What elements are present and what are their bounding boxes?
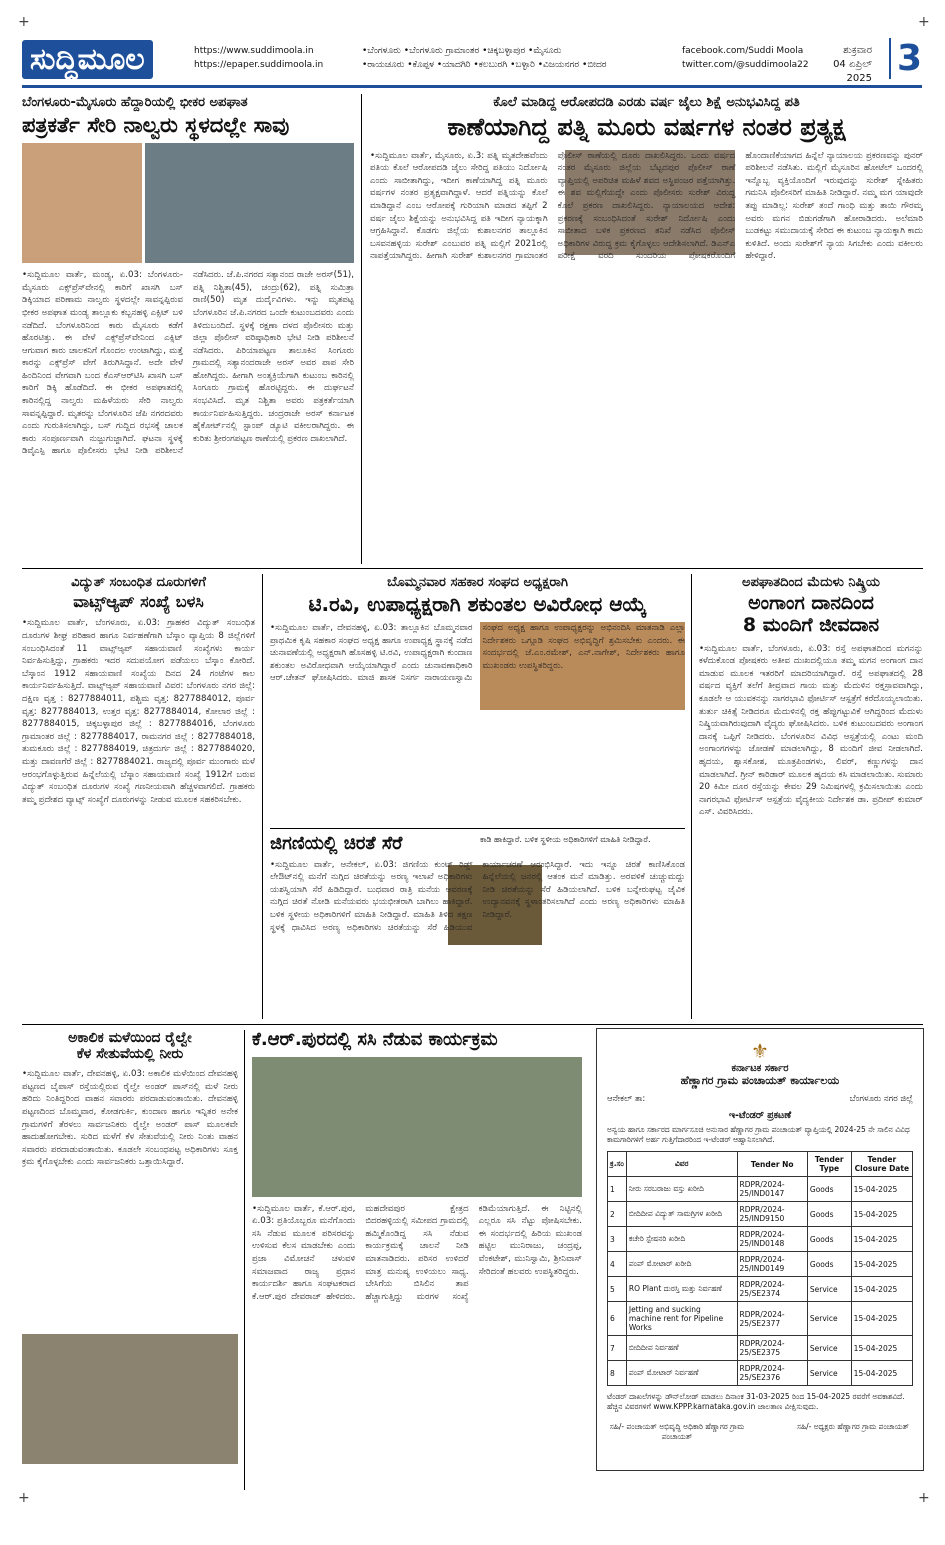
- table-row: [608, 1277, 913, 1302]
- story-kicker: ಅಪಘಾತದಿಂದ ಮೆದುಳು ನಿಷ್ಕ್ರಿಯ: [742, 575, 880, 590]
- edition-list: [362, 44, 662, 72]
- story-headline-1: ಅಂಗಾಂಗ ದಾನದಿಂದ: [748, 592, 874, 614]
- table-row: [608, 1252, 913, 1277]
- table-cell: ಪಂಪ್ ಮೋಟಾರ್ ನಿರ್ವಹಣೆ: [626, 1361, 737, 1386]
- tender-table: [607, 1151, 913, 1386]
- story-body: •ಸುದ್ದಿಮೂಲ ವಾರ್ತೆ, ಮೈಸೂರು, ಏ.3: ಪತ್ನಿ ಮೃತದೇಹವೆಂದು ಪತಿಯ ಕೊಲೆ ಆರೋಪದಡಿ ಜೈಲು ಸೇರಿದ್ದ ಪತಿಯು ನಿರ್ದೋಷಿ ಎಂದು ಸಾಬೀತಾಗಿದ್ದು, ಇದೀಗ ಕಾಣೆಯಾಗಿದ್ದ ಪತ್ನಿ ಮೂರು ವರ್ಷಗಳ ನಂತರ ಪ್ರತ್ಯಕ್ಷವಾಗಿದ್ದಾಳೆ. ಆದರೆ ಪತ್ನಿಯನ್ನು ಕೊಲೆ ಮಾಡಿದ್ದಾನೆ ಎಂಬ ಆರೋಪಕ್ಕೆ ಗುರಿಯಾಗಿ ಮಾಡದ ತಪ್ಪಿಗೆ 2 ವರ್ಷ ಜೈಲು ಶಿಕ್ಷೆಯನ್ನು ಅನುಭವಿಸಿದ್ದ ಪತಿ ಇದೀಗ ನ್ಯಾಯಕ್ಕಾಗಿ ಆಗ್ರಹಿಸಿದ್ದಾನೆ. ಕೊಡಗು ಜಿಲ್ಲೆಯ ಕುಶಾಲನಗರ ತಾಲ್ಲೂಕಿನ ಬಸವನಹಳ್ಳಿಯ ಸುರೇಶ್ ಎಂಬುವರ ಪತ್ನಿ ಮಲ್ಲಿಗೆ 2021ರಲ್ಲಿ ನಾಪತ್ತೆಯಾಗಿದ್ದರು. ಹೀಗಾಗಿ ಸುರೇಶ್ ಕುಶಾಲನಗರ ಗ್ರಾಮಾಂತರ ಪೊಲೀಸ್ ಠಾಣೆಯಲ್ಲಿ ದೂರು ದಾಖಲಿಸಿದ್ದರು. ಒಂದು ವರ್ಷದ ನಂತರ ಮೈಸೂರು ಜಿಲ್ಲೆಯ ಬೆಟ್ಟದಪುರ ಪೊಲೀಸ್ ಠಾಣೆ ವ್ಯಾಪ್ತಿಯಲ್ಲಿ ಅಪರಿಚಿತ ಮಹಿಳೆ ಶವದ ಅಸ್ಥಿಪಂಜರ ಪತ್ತೆಯಾಗಿತ್ತು. ಈ ಶವ ಮಲ್ಲಿಗೆಯದ್ದೇ ಎಂದು ಪೊಲೀಸರು ಸುರೇಶ್ ವಿರುದ್ಧ ಕೊಲೆ ಪ್ರಕರಣ ದಾಖಲಿಸಿದ್ದರು. ನ್ಯಾಯಾಲಯದ ಆದೇಶ: ಪ್ರಕರಣಕ್ಕೆ ಸಂಬಂಧಿಸಿದಂತೆ ಸುರೇಶ್ ನಿರ್ದೋಷಿ ಎಂದು ಸಾಬೀತಾದ ಬಳಿಕ ಪ್ರಕರಣದ ತನಿಖೆ ನಡೆಸಿದ ಪೊಲೀಸ್ ಅಧಿಕಾರಿಗಳ ವಿರುದ್ಧ ಕ್ರಮ ಕೈಗೊಳ್ಳಲು ಆದೇಶಿಸಲಾಗಿದೆ. ಡಿಎನ್‌ಎ ಪರೀಕ್ಷೆ ವರದಿ ಸುಂದರಿಯ ಪೋಷಕರೊಂದಿಗೆ ಹೊಂದಾಣಿಕೆಯಾಗದ ಹಿನ್ನೆಲೆ ನ್ಯಾಯಾಲಯ ಪ್ರಕರಣವನ್ನು ಪುನರ್ ಪರಿಶೀಲನೆ ನಡೆಸಿತು. ಮಲ್ಲಿಗೆ ಮೈಸೂರಿನ ಹೋಟೆಲ್ ಒಂದರಲ್ಲಿ ಇನ್ನೊಬ್ಬ ವ್ಯಕ್ತಿಯೊಂದಿಗೆ ಇರುವುದನ್ನು ಸುರೇಶ್ ಸ್ನೇಹಿತರು ಗಮನಿಸಿ ಪೊಲೀಸರಿಗೆ ಮಾಹಿತಿ ನೀಡಿದ್ದಾರೆ. ನಮ್ಮ ಮಗ ಯಾವುದೇ ತಪ್ಪು ಮಾಡಿಲ್ಲ: ಸುರೇಶ್ ತಂದೆ ಗಾಂಧಿ ಮತ್ತು ತಾಯಿ ಗೌರಮ್ಮ ಅವರು ಮಗನ ಬಿಡುಗಡೆಗಾಗಿ ಹೋರಾಡಿದರು. ಅಲೆಮಾರಿ ಬುಡಕಟ್ಟು ಸಮುದಾಯಕ್ಕೆ ಸೇರಿದ ಈ ಕುಟುಂಬ ನ್ಯಾಯಕ್ಕಾಗಿ ಕಾದು ಕುಳಿತಿದೆ. ಅಂದು ಸುರೇಶ್‌ಗೆ ನ್ಯಾಯ ಸಿಗಬೇಕು ಎಂದು ವಕೀಲರು ಹೇಳಿದ್ದಾರೆ.: [370, 150, 923, 262]
- table-cell: RDPR/2024-25/SE2374: [737, 1277, 807, 1302]
- table-header: ಕ್ರ.ಸಂ: [608, 1152, 627, 1177]
- notice-district: ಬೆಂಗಳೂರು ನಗರ ಜಿಲ್ಲೆ: [849, 1094, 913, 1104]
- story-headline: ಕೆಳ ಸೇತುವೆಯಲ್ಲಿ ನೀರು: [76, 1046, 184, 1063]
- table-cell: 3: [608, 1227, 627, 1252]
- story-body: •ಸುದ್ದಿಮೂಲ ವಾರ್ತೆ, ಮಂಡ್ಯ, ಏ.03: ಬೆಂಗಳೂರು-ಮೈಸೂರು ಎಕ್ಸ್‌ಪ್ರೆಸ್‌ವೇನಲ್ಲಿ ಕಾರಿಗೆ ಖಾಸಗಿ ಬಸ್ ಡಿಕ್ಕಿಯಾದ ಪರಿಣಾಮ ನಾಲ್ವರು ಸ್ಥಳದಲ್ಲೇ ಸಾವನ್ನಪ್ಪಿರುವ ಭೀಕರ ಅಪಘಾತ ಮಂಡ್ಯ ತಾಲ್ಲೂಕು ಕಬ್ಬನಹಳ್ಳಿ ಎಕ್ಸಿಟ್ ಬಳಿ ನಡೆದಿದೆ. ಬೆಂಗಳೂರಿನಿಂದ ಕಾರು ಮೈಸೂರು ಕಡೆಗೆ ಹೊರಟಿತ್ತು. ಈ ವೇಳೆ ಎಕ್ಸ್‌ಪ್ರೆಸ್‌ವೇನಿಂದ ಎಕ್ಸಿಟ್ ಆಗುವಾಗ ಕಾರು ಚಾಲಕನಿಗೆ ಗೊಂದಲ ಉಂಟಾಗಿದ್ದು, ಮತ್ತೆ ಕಾರನ್ನು ಎಕ್ಸ್‌ಪ್ರೆಸ್ ವೇಗೆ ತಿರುಗಿಸಿದ್ದಾನೆ. ಅದೇ ವೇಳೆ ಹಿಂದಿನಿಂದ ವೇಗವಾಗಿ ಬಂದ ಕೆಎಸ್‌ಆರ್‌ಟಿಸಿ ಖಾಸಗಿ ಬಸ್ ಕಾರಿಗೆ ಡಿಕ್ಕಿ ಹೊಡೆದಿದೆ. ಈ ಭೀಕರ ಅಪಘಾತದಲ್ಲಿ ಕಾರಿನಲ್ಲಿದ್ದ ನಾಲ್ವರು ಮಹಿಳೆಯರು ಸೇರಿ ನಾಲ್ವರು ಸಾವನ್ನಪ್ಪಿದ್ದಾರೆ. ಮೃತರನ್ನು ಬೆಂಗಳೂರಿನ ಜೆಪಿ ನಗರದವರು ಎಂದು ಗುರುತಿಸಲಾಗಿದ್ದು, ಬಸ್ ಗುದ್ದಿದ ರಭಸಕ್ಕೆ ಚಾಲಕ ಕಾರು ಸಂಪೂರ್ಣವಾಗಿ ನುಜ್ಜುಗುಜ್ಜಾಗಿದೆ. ಘಟನಾ ಸ್ಥಳಕ್ಕೆ ಡಿವೈಎಸ್ಪಿ ಹಾಗೂ ಪೊಲೀಸರು ಭೇಟಿ ನೀಡಿ ಪರಿಶೀಲನೆ ನಡೆಸಿದರು. ಜೆ.ಪಿ.ನಗರದ ಸತ್ಯಾನಂದ ರಾಜೇ ಅರಸ್(51), ಪತ್ನಿ ನಿಶ್ಚಿತಾ(45), ಚಂದ್ರು(62), ಪತ್ನಿ ಸುಮಿತ್ರಾ ರಾಣಿ(50) ಮೃತ ದುರ್ದೈವಿಗಳು. ಇನ್ನು ಮೃತಪಟ್ಟ ಬೆಂಗಳೂರಿನ ಜೆ.ಪಿ.ನಗರದ ಒಂದೇ ಕುಟುಂಬದವರು ಎಂದು ತಿಳಿದುಬಂದಿದೆ. ಸ್ಥಳಕ್ಕೆ ರಕ್ಷಣಾ ದಳದ ಪೊಲೀಸರು ಮತ್ತು ಜಿಲ್ಲಾ ಪೊಲೀಸ್ ವರಿಷ್ಠಾಧಿಕಾರಿ ಭೇಟಿ ನೀಡಿ ಪರಿಶೀಲನೆ ನಡೆಸಿದರು. ಪಿರಿಯಾಪಟ್ಟಣ ತಾಲೂಕಿನ ಸಿಂಗೂರು ಗ್ರಾಮದಲ್ಲಿ ಸತ್ಯಾನಂದರಾಜೇ ಅರಸ್ ಅವರ ಪಾಪ ಸೇರಿ ಹೋಗಿದ್ದರು. ಹೀಗಾಗಿ ಅಂತ್ಯಕ್ರಿಯೆಗಾಗಿ ಕುಟುಂಬ ಕಾರಿನಲ್ಲಿ ಸಿಂಗೂರು ಗ್ರಾಮಕ್ಕೆ ಹೊರಟ್ಟಿದ್ದರು. ಈ ದುರ್ಘಟನೆ ಸಂಭವಿಸಿದೆ. ಮೃತ ನಿಶ್ಚಿತಾ ಅವರು ಪತ್ರಕರ್ತೆಯಾಗಿ ಕಾರ್ಯನಿರ್ವಹಿಸುತ್ತಿದ್ದರು. ಚಂದ್ರರಾಜೇ ಅರಸ್ ಕರ್ನಾಟಕ ಹೈಕೋರ್ಟ್‌ನಲ್ಲಿ ಸ್ಟಾಂಪ್ ಡ್ಯೂಟಿ ವಕೀಲರಾಗಿದ್ದರು. ಈ ಕುರಿತು ಶ್ರೀರಂಗಪಟ್ಟಣ ಠಾಣೆಯಲ್ಲಿ ಪ್ರಕರಣ ದಾಖಲಾಗಿದೆ.: [22, 270, 354, 457]
- table-cell: 15-04-2025: [851, 1202, 912, 1227]
- story-missing-wife: [370, 94, 923, 564]
- story-headline: ಜಿಗಣಿಯಲ್ಲಿ ಚಿರತೆ ಸೆರೆ: [270, 834, 403, 854]
- website-link[interactable]: https://www.suddimoola.in: [194, 46, 314, 56]
- table-cell: 15-04-2025: [851, 1361, 912, 1386]
- table-cell: 15-04-2025: [851, 1177, 912, 1202]
- table-header-row: [608, 1152, 913, 1177]
- notice-intro: ಅನ್ವಯ ಹಾಗೂ ಸರ್ಕಾರದ ಮಾರ್ಗಸೂಚಿ ಅನುಸಾರ ಹೆಣ್ಣಾಗರ ಗ್ರಾಮ ಪಂಚಾಯತ್ ವ್ಯಾಪ್ತಿಯಲ್ಲಿ 2024-25 ನೇ ಸಾಲಿನ ವಿವಿಧ ಕಾಮಗಾರಿಗಳಿಗೆ ಅರ್ಹ ಗುತ್ತಿಗೆದಾರರಿಂದ ಇ-ಟೆಂಡರ್ ಆಹ್ವಾನಿಸಲಾಗಿದೆ.: [607, 1125, 910, 1144]
- edition-row-1: •ಬೆಂಗಳೂರು •ಬೆಂಗಳೂರು ಗ್ರಾಮಾಂತರ •ಚಿಕ್ಕಬಳ್ಳಾಪುರ •ಮೈಸೂರು: [362, 46, 562, 56]
- story-kicker: ಕೊಲೆ ಮಾಡಿದ್ದ ಆರೋಪದಡಿ ಎರಡು ವರ್ಷ ಜೈಲು ಶಿಕ್ಷೆ ಅನುಭವಿಸಿದ್ದ ಪತಿ: [493, 95, 800, 110]
- story-cooperative: [270, 574, 685, 824]
- table-row: [608, 1361, 913, 1386]
- row-rule: [270, 828, 685, 829]
- story-kicker: ಬೊಮ್ಮನವಾರ ಸಹಕಾರ ಸಂಘದ ಅಧ್ಯಕ್ಷರಾಗಿ: [387, 575, 568, 590]
- story-kicker: ಅಕಾಲಿಕ ಮಳೆಯಿಂದ ರೈಲ್ವೇ: [68, 1030, 192, 1046]
- table-cell: 15-04-2025: [851, 1227, 912, 1252]
- table-cell: 15-04-2025: [851, 1252, 912, 1277]
- table-cell: Goods: [807, 1202, 851, 1227]
- column-rule: [361, 94, 362, 564]
- story-sapling: [252, 1030, 582, 1490]
- table-cell: ಬೀದಿದೀಪ ನಿರ್ವಹಣೆ: [626, 1336, 737, 1361]
- table-cell: Jetting and sucking machine rent for Pipeline Works: [626, 1302, 737, 1336]
- twitter-link[interactable]: twitter.com/@suddimoola22: [682, 60, 809, 70]
- table-cell: RDPR/2024-25/IND0147: [737, 1177, 807, 1202]
- table-cell: 15-04-2025: [851, 1302, 912, 1336]
- crop-mark: +: [918, 14, 930, 30]
- notice-location: [607, 1094, 913, 1104]
- story-photos: [22, 143, 354, 263]
- story-body: •ಸುದ್ದಿಮೂಲ ವಾರ್ತೆ, ಕೆ.ಆರ್.ಪುರ, ಏ.03: ಪ್ರತಿಯೊಬ್ಬರೂ ಮನೆಗೊಂದು ಸಸಿ ನೆಡುವ ಮೂಲಕ ಪರಿಸರವನ್ನು ಉಳಿಸುವ ಕೆಲಸ ಮಾಡಬೇಕು ಎಂದು ಪ್ರಜಾ ವಿಮೋಚನೆ ಚಳುವಳಿ ಸಮಾಜವಾದ ರಾಜ್ಯ ಪ್ರಧಾನ ಕಾರ್ಯದರ್ಶಿ ಹಾಗೂ ಸಂಘಟಕರಾದ ಕೆ.ಆರ್.ಪುರ ದೇವರಾಜ್ ಹೇಳಿದರು. ಮಹದೇವಪುರ ಕ್ಷೇತ್ರದ ಬಿದರಹಳ್ಳಿಯಲ್ಲಿ ಸಮೀಪದ ಗ್ರಾಮದಲ್ಲಿ ಹಮ್ಮಿಕೊಂಡಿದ್ದ ಸಸಿ ನೆಡುವ ಕಾರ್ಯಕ್ರಮಕ್ಕೆ ಚಾಲನೆ ನೀಡಿ ಮಾತನಾಡಿದರು. ಪರಿಸರ ಉಳಿದರೆ ಮಾತ್ರ ಮನುಷ್ಯ ಉಳಿಯಲು ಸಾಧ್ಯ. ಬೇಸಿಗೆಯ ಬಿಸಿಲಿನ ತಾಪ ಹೆಚ್ಚಾಗುತ್ತಿದ್ದು ಮರಗಳ ಸಂಖ್ಯೆ ಕಡಿಮೆಯಾಗುತ್ತಿದೆ. ಈ ನಿಟ್ಟಿನಲ್ಲಿ ಎಲ್ಲರೂ ಸಸಿ ನೆಟ್ಟು ಪೋಷಿಸಬೇಕು. ಈ ಸಂದರ್ಭದಲ್ಲಿ ಹಿರಿಯ ಮುಖಂಡ ಹಟ್ಟಿಲ ಮುನಿರಾಜು, ಚಂದ್ರಪ್ಪ, ವೆಂಕಟೇಶ್, ಮುನಿಸ್ವಾಮಿ, ಶ್ರೀನಿವಾಸ್ ಸೇರಿದಂತೆ ಹಲವರು ಉಪಸ್ಥಿತರಿದ್ದರು.: [252, 1203, 582, 1302]
- story-body: •ಸುದ್ದಿಮೂಲ ವಾರ್ತೆ, ಆನೇಕಲ್, ಏ.03: ಜಿಗಣಿಯ ಕುಂಟ್ ರಿಡ್ಜ್ ಲೇಔಟ್‌ನಲ್ಲಿ ಮನೆಗೆ ನುಗ್ಗಿದ ಚಿರತೆಯನ್ನು ಅರಣ್ಯ ಇಲಾಖೆ ಅಧಿಕಾರಿಗಳು ಯಶಸ್ವಿಯಾಗಿ ಸೆರೆ ಹಿಡಿದಿದ್ದಾರೆ. ಬುಧವಾರ ರಾತ್ರಿ ಮನೆಯ ಆವರಣಕ್ಕೆ ನುಗ್ಗಿದ ಚಿರತೆ ನೋಡಿ ಮನೆಯವರು ಭಯಭೀತರಾಗಿ ಬಾಗಿಲು ಹಾಕಿದ್ದಾರೆ. ಬಳಿಕ ಸ್ಥಳೀಯ ಅಧಿಕಾರಿಗಳಿಗೆ ಮಾಹಿತಿ ನೀಡಿದ್ದಾರೆ. ಮಾಹಿತಿ ತಿಳಿದ ತಕ್ಷಣ ಸ್ಥಳಕ್ಕೆ ಧಾವಿಸಿದ ಅರಣ್ಯ ಅಧಿಕಾರಿಗಳು ಚಿರತೆಯನ್ನು ಸೆರೆ ಹಿಡಿಯುವ ಕಾರ್ಯಾಚರಣೆ ಆರಂಭಿಸಿದ್ದಾರೆ. ಇದು ಇನ್ನೂ ಚಿರತೆ ಕಾಣಿಸಿಕೊಂಡ ಹಿನ್ನೆಲೆಯಲ್ಲಿ ಜನರಲ್ಲಿ ಆತಂಕ ಮನೆ ಮಾಡಿತ್ತು. ಅರವಳಿಕೆ ಚುಚ್ಚುಮದ್ದು ನೀಡಿ ಚಿರತೆಯನ್ನು ಸೆರೆ ಹಿಡಿಯಲಾಗಿದೆ. ಬಳಿಕ ಬನ್ನೇರುಘಟ್ಟ ಜೈವಿಕ ಉದ್ಯಾನವನಕ್ಕೆ ಸ್ಥಳಾಂತರಿಸಲಾಗಿದೆ ಎಂದು ಅರಣ್ಯ ಅಧಿಕಾರಿಗಳು ಮಾಹಿತಿ ನೀಡಿದ್ದಾರೆ.: [270, 859, 685, 933]
- table-row: [608, 1336, 913, 1361]
- story-content: [270, 622, 685, 812]
- story-kicker: ಬೆಂಗಳೂರು-ಮೈಸೂರು ಹೆದ್ದಾರಿಯಲ್ಲಿ ಭೀಕರ ಅಪಘಾತ: [22, 95, 248, 110]
- story-bescom: [22, 574, 255, 1019]
- facebook-link[interactable]: facebook.com/Suddi Moola: [682, 46, 804, 56]
- notice-government: ಕರ್ನಾಟಕ ಸರ್ಕಾರ: [731, 1063, 789, 1074]
- story-content: [370, 150, 923, 520]
- page-number: 3: [889, 38, 922, 79]
- story-kicker: ವಿದ್ಯುತ್ ಸಂಬಂಧಿತ ದೂರುಗಳಿಗೆ: [71, 575, 206, 590]
- row-rule: [22, 568, 923, 569]
- notice-office: ಹೆಣ್ಣಾಗರ ಗ್ರಾಮ ಪಂಚಾಯತ್ ಕಾರ್ಯಾಲಯ: [680, 1074, 840, 1087]
- table-header: Tender No: [737, 1152, 807, 1177]
- crop-mark: +: [18, 1490, 30, 1506]
- story-headline: ಕೆ.ಆರ್.ಪುರದಲ್ಲಿ ಸಸಿ ನೆಡುವ ಕಾರ್ಯಕ್ರಮ: [252, 1030, 498, 1050]
- date-block: [812, 44, 872, 86]
- table-row: [608, 1227, 913, 1252]
- story-headline: ಕಾಣೆಯಾಗಿದ್ದ ಪತ್ನಿ ಮೂರು ವರ್ಷಗಳ ನಂತರ ಪ್ರತ್ಯಕ್ಷ: [447, 113, 846, 141]
- table-cell: 4: [608, 1252, 627, 1277]
- masthead-logo: ಸುದ್ದಿಮೂಲ: [22, 40, 153, 79]
- story-headline-2: 8 ಮಂದಿಗೆ ಜೀವದಾನ: [742, 613, 880, 636]
- table-cell: RDPR/2024-25/SE2375: [737, 1336, 807, 1361]
- table-cell: Service: [807, 1302, 851, 1336]
- table-cell: 6: [608, 1302, 627, 1336]
- table-cell: ಬೀದಿದೀಪ ವಿದ್ಯುತ್ ಸಾಮಗ್ರಿಗಳ ಖರೀದಿ: [626, 1202, 737, 1227]
- notice-title: ಇ-ಟೆಂಡರ್ ಪ್ರಕಟಣೆ: [728, 1110, 792, 1121]
- accident-scene-photo: [145, 143, 354, 263]
- row-rule: [22, 1024, 923, 1025]
- table-cell: Service: [807, 1277, 851, 1302]
- table-row: [608, 1177, 913, 1202]
- victims-portrait-photo: [22, 143, 142, 263]
- table-cell: Service: [807, 1361, 851, 1386]
- table-header: ವಿವರ: [626, 1152, 737, 1177]
- edition-row-2: •ರಾಯಚೂರು •ಕೊಪ್ಪಳ •ಯಾದಗಿರಿ •ಕಲಬುರಗಿ •ಬಳ್ಳಾರಿ •ವಿಜಯನಗರ •ಬೀದರ: [362, 60, 607, 70]
- table-cell: 8: [608, 1361, 627, 1386]
- table-cell: RO Plant ದುರಸ್ತಿ ಮತ್ತು ನಿರ್ವಹಣೆ: [626, 1277, 737, 1302]
- table-cell: RDPR/2024-25/IND0149: [737, 1252, 807, 1277]
- story-content: [270, 859, 685, 1009]
- story-accident: [22, 94, 354, 564]
- website-urls: [194, 44, 323, 72]
- table-cell: ಪಂಪ್ ಮೋಟಾರ್ ಖರೀದಿ: [626, 1252, 737, 1277]
- table-cell: Goods: [807, 1252, 851, 1277]
- signature-president: ಸಹಿ/- ಅಧ್ಯಕ್ಷರು ಹೆಣ್ಣಾಗರ ಗ್ರಾಮ ಪಂಚಾಯತ್: [796, 1422, 910, 1431]
- column-rule: [262, 574, 263, 1019]
- flooded-underpass-photo: [22, 1334, 238, 1464]
- table-cell: 5: [608, 1277, 627, 1302]
- tender-table-body: [608, 1177, 913, 1386]
- story-leopard: [270, 834, 685, 1020]
- table-header: Tender Closure Date: [851, 1152, 912, 1177]
- table-cell: RDPR/2024-25/SE2377: [737, 1302, 807, 1336]
- column-rule: [244, 1030, 245, 1490]
- table-cell: 15-04-2025: [851, 1277, 912, 1302]
- story-body: •ಸುದ್ದಿಮೂಲ ವಾರ್ತೆ, ಬೆಂಗಳೂರು, ಏ.03: ರಸ್ತೆ ಅಪಘಾತದಿಂದ ಮಗನನ್ನು ಕಳೆದುಕೊಂಡ ಪೋಷಕರು ಅತೀವ ದುಃಖದಲ್ಲಿಯೂ ತಮ್ಮ ಮಗನ ಅಂಗಾಂಗ ದಾನ ಮಾಡುವ ಮೂಲಕ ಇತರರಿಗೆ ಮಾದರಿಯಾಗಿದ್ದಾರೆ. ರಸ್ತೆ ಅಪಘಾತದಲ್ಲಿ 28 ವರ್ಷದ ವ್ಯಕ್ತಿಗೆ ತಲೆಗೆ ತೀವ್ರವಾದ ಗಾಯ ಮತ್ತು ಮೆದುಳಿನ ರಕ್ತಸ್ರಾವವಾಗಿದ್ದು, ಕೂಡಲೇ ಆ ಯುವಕನನ್ನು ನಾಗರಭಾವಿ ಫೋರ್ಟಿಸ್ ಆಸ್ಪತ್ರೆಗೆ ಕರೆದೊಯ್ಯಲಾಯಿತು. ತುರ್ತು ಚಿಕಿತ್ಸೆ ನೀಡಿದರೂ ಮೆದುಳಿನಲ್ಲಿ ರಕ್ತ ಹೆಪ್ಪುಗಟ್ಟುವಿಕೆ ಆಗಿದ್ದರಿಂದ ಮೆದುಳು ನಿಷ್ಕ್ರಿಯವಾಗಿರುವುದಾಗಿ ವೈದ್ಯರು ಘೋಷಿಸಿದರು. ಬಳಿಕ ಕುಟುಂಬದವರು ಅಂಗಾಂಗ ದಾನಕ್ಕೆ ಒಪ್ಪಿಗೆ ನೀಡಿದರು. ಬೆಂಗಳೂರಿನ ವಿವಿಧ ಆಸ್ಪತ್ರೆಯಲ್ಲಿ ಎಂಟು ಮಂದಿ ಅಂಗಾಂಗಗಳನ್ನು ಜೋಡಣೆ ಮಾಡಲಾಗಿದ್ದು, 8 ಮಂದಿಗೆ ಜೀವ ನೀಡಲಾಗಿದೆ. ಹೃದಯ, ಶ್ವಾಸಕೋಶ, ಮೂತ್ರಪಿಂಡಗಳು, ಲಿವರ್, ಕಣ್ಣುಗಳನ್ನು ದಾನ ಮಾಡಲಾಗಿದೆ. ಗ್ರೀನ್ ಕಾರಿಡಾರ್ ಮೂಲಕ ಹೃದಯ ಕಸಿ ಮಾಡಲಾಯಿತು. ಸುಮಾರು 20 ಕಿಮೀ ದೂರ ರಸ್ತೆಯನ್ನು ಕೇವಲ 29 ನಿಮಿಷಗಳಲ್ಲಿ ಕ್ರಮಿಸಲಾಯಿತು ಎಂದು ನಾಗರಭಾವಿ ಫೋರ್ಟಿಸ್ ಆಸ್ಪತ್ರೆಯ ವೈದ್ಯಕೀಯ ನಿರ್ದೇಶಕ ಡಾ. ಪ್ರದೀಪ್ ಕುಮಾರ್ ಎಸ್. ವಿವರಿಸಿದರು.: [699, 643, 923, 818]
- story-body: •ಸುದ್ದಿಮೂಲ ವಾರ್ತೆ, ಬೆಂಗಳೂರು, ಏ.03: ಗ್ರಾಹಕರ ವಿದ್ಯುತ್ ಸಂಬಂಧಿತ ದೂರುಗಳ ಶೀಘ್ರ ಪರಿಹಾರ ಹಾಗೂ ನಿರ್ವಹಣೆಗಾಗಿ ಬೆಸ್ಕಾಂ ವ್ಯಾಪ್ತಿಯ 8 ಜಿಲ್ಲೆಗಳಿಗೆ ಸಂಬಂಧಿಸಿದಂತೆ 11 ವಾಟ್ಸ್‌ಆ್ಯಪ್ ಸಹಾಯವಾಣಿ ಸಂಖ್ಯೆಗಳು ಕಾರ್ಯ ನಿರ್ವಹಿಸುತ್ತಿದ್ದು, ಗ್ರಾಹಕರು ಇದರ ಸದುಪಯೋಗ ಪಡೆಯಲು ಬೆಸ್ಕಾಂ ಕೋರಿದೆ. ಬೆಸ್ಕಾಂನ 1912 ಸಹಾಯವಾಣಿ ಸಂಖ್ಯೆಯ ದಿನದ 24 ಗಂಟೆಗಳ ಕಾಲ ಕಾರ್ಯನಿರ್ವಹಿಸುತ್ತಿದೆ. ವಾಟ್ಸ್‌ಆ್ಯಪ್ ಸಹಾಯವಾಣಿ ವಿವರ: ಬೆಂಗಳೂರು ನಗರ ಜಿಲ್ಲೆ: ದಕ್ಷಿಣ ವೃತ್ತ : 8277884011, ಪಶ್ಚಿಮ ವೃತ್ತ: 8277884012, ಪೂರ್ವ ವೃತ್ತ: 8277884013, ಉತ್ತರ ವೃತ್ತ: 8277884014, ಕೋಲಾರ ಜಿಲ್ಲೆ : 8277884015, ಚಿಕ್ಕಬಳ್ಳಾಪುರ ಜಿಲ್ಲೆ : 8277884016, ಬೆಂಗಳೂರು ಗ್ರಾಮಾಂತರ ಜಿಲ್ಲೆ : 8277884017, ರಾಮನಗರ ಜಿಲ್ಲೆ : 8277884018, ತುಮಕೂರು ಜಿಲ್ಲೆ : 8277884019, ಚಿತ್ರದುರ್ಗ ಜಿಲ್ಲೆ : 8277884020, ಮತ್ತು ದಾವಣಗೆರೆ ಜಿಲ್ಲೆ : 8277884021. ರಾಜ್ಯದಲ್ಲಿ ಪೂರ್ವ ಮುಂಗಾರು ಮಳೆ ಆರಂಭಗೊಳ್ಳುತ್ತಿರುವ ಹಿನ್ನೆಲೆಯಲ್ಲಿ ಬೆಸ್ಕಾಂ ಸಹಾಯವಾಣಿ ಸಂಖ್ಯೆ 1912ಗೆ ಬರುವ ವಿದ್ಯುತ್ ಸಂಬಂಧಿತ ದೂರುಗಳ ಸಂಖ್ಯೆ ಗಣನೀಯವಾಗಿ ಹೆಚ್ಚಳವಾಗಲಿದೆ. ಗ್ರಾಹಕರು ತಮ್ಮ ಪ್ರದೇಶದ ವ್ಯಾಟ್ಸ್ ಸಂಖ್ಯೆಗೆ ದೂರುಗಳನ್ನು ನೀಡುವ ಮೂಲಕ ಸಹಕರಿಸಬೇಕು.: [22, 618, 255, 805]
- table-cell: ಕಚೇರಿ ಸ್ಟೇಷನರಿ ಖರೀದಿ: [626, 1227, 737, 1252]
- table-cell: RDPR/2024-25/SE2376: [737, 1361, 807, 1386]
- crop-mark: +: [918, 1490, 930, 1506]
- table-header: Tender Type: [807, 1152, 851, 1177]
- notice-taluk: ಆನೇಕಲ್ ತಾ:: [607, 1094, 646, 1104]
- story-caption: ಕಾಡಿ ಹಾಕಿದ್ದಾರೆ. ಬಳಿಕ ಸ್ಥಳೀಯ ಅಧಿಕಾರಿಗಳಿಗೆ ಮಾಹಿತಿ ನೀಡಿದ್ದಾರೆ.: [480, 835, 651, 844]
- story-organ-donation: [699, 574, 923, 1019]
- story-body: •ಸುದ್ದಿಮೂಲ ವಾರ್ತೆ, ದೇವನಹಳ್ಳಿ, ಏ.03: ತಾಲ್ಲೂಕಿನ ಬೊಮ್ಮನವಾರ ಪ್ರಾಥಮಿಕ ಕೃಷಿ ಸಹಕಾರ ಸಂಘದ ಅಧ್ಯಕ್ಷ ಹಾಗೂ ಉಪಾಧ್ಯಕ್ಷ ಸ್ಥಾನಕ್ಕೆ ನಡೆದ ಚುನಾವಣೆಯಲ್ಲಿ ಅಧ್ಯಕ್ಷರಾಗಿ ಹೊಸಹಳ್ಳಿ ಟಿ.ರವಿ, ಉಪಾಧ್ಯಕ್ಷರಾಗಿ ಕುಂದಾಣ ಶಕುಂತಲ ಅವಿರೋಧವಾಗಿ ಆಯ್ಕೆಯಾಗಿದ್ದಾರೆ ಎಂದು ಚುನಾವಣಾಧಿಕಾರಿ ಆರ್.ಚೇತನ್ ಘೋಷಿಸಿದರು. ಮಾಜಿ ಶಾಸಕ ನಿಸರ್ಗ ನಾರಾಯಣಸ್ವಾಮಿ ಸಂಘದ ಅಧ್ಯಕ್ಷ ಹಾಗೂ ಉಪಾಧ್ಯಕ್ಷರನ್ನು ಅಭಿನಂದಿಸಿ ಮಾತನಾಡಿ ಎಲ್ಲಾ ನಿರ್ದೇಶಕರು ಒಗ್ಗೂಡಿ ಸಂಘದ ಅಭಿವೃದ್ಧಿಗೆ ಶ್ರಮಿಸಬೇಕು ಎಂದರು. ಈ ಸಂದರ್ಭದಲ್ಲಿ ಜೆ.ಎಂ.ರಮೇಶ್, ಎನ್.ನಾಗೇಶ್, ನಿರ್ದೇಶಕರು ಹಾಗೂ ಮುಖಂಡರು ಉಪಸ್ಥಿತರಿದ್ದರು.: [270, 623, 685, 684]
- table-row: [608, 1302, 913, 1336]
- tender-notice: [596, 1028, 924, 1471]
- notice-signatures: [607, 1422, 913, 1442]
- table-cell: RDPR/2024-25/IND0148: [737, 1227, 807, 1252]
- table-cell: 15-04-2025: [851, 1336, 912, 1361]
- sapling-event-photo: [252, 1057, 582, 1197]
- crop-mark: +: [18, 14, 30, 30]
- page-header: [22, 38, 922, 88]
- story-underpass: [22, 1030, 238, 1490]
- day-label: ಶುಕ್ರವಾರ: [843, 45, 872, 56]
- story-headline: ಪತ್ರಕರ್ತೆ ಸೇರಿ ನಾಲ್ವರು ಸ್ಥಳದಲ್ಲೇ ಸಾವು: [22, 113, 290, 137]
- table-cell: Goods: [807, 1227, 851, 1252]
- table-cell: 2: [608, 1202, 627, 1227]
- table-cell: 1: [608, 1177, 627, 1202]
- notice-footer: ಟೆಂಡರ್ ದಾಖಲೆಗಳನ್ನು ಡೌನ್‌ಲೋಡ್ ಮಾಡಲು ದಿನಾಂಕ 31-03-2025 ರಿಂದ 15-04-2025 ರವರೆಗೆ ಅವಕಾಶವಿದೆ. ಹೆಚ್ಚಿನ ವಿವರಗಳಿಗೆ www.KPPP.karnataka.gov.in ಜಾಲತಾಣ ವೀಕ್ಷಿಸುವುದು.: [607, 1392, 905, 1411]
- social-links: [682, 44, 809, 72]
- signature-pdo: ಸಹಿ/- ಪಂಚಾಯತ್ ಅಭಿವೃದ್ಧಿ ಅಧಿಕಾರಿ ಹೆಣ್ಣಾಗರ ಗ್ರಾಮ ಪಂಚಾಯತ್: [609, 1422, 745, 1441]
- date-label: 04 ಏಪ್ರಿಲ್ 2025: [833, 59, 872, 84]
- table-cell: ನೀರು ಸರಬರಾಜು ವಸ್ತು ಖರೀದಿ: [626, 1177, 737, 1202]
- table-cell: Goods: [807, 1177, 851, 1202]
- table-cell: RDPR/2024-25/IND9150: [737, 1202, 807, 1227]
- story-headline: ವಾಟ್ಸ್‌ಆ್ಯಪ್ ಸಂಖ್ಯೆ ಬಳಸಿ: [73, 592, 204, 611]
- table-cell: 7: [608, 1336, 627, 1361]
- story-headline: ಟಿ.ರವಿ, ಉಪಾಧ್ಯಕ್ಷರಾಗಿ ಶಕುಂತಲ ಅವಿರೋಧ ಆಯ್ಕೆ: [308, 592, 647, 616]
- column-rule: [691, 574, 692, 1019]
- epaper-link[interactable]: https://epaper.suddimoola.in: [194, 60, 324, 70]
- table-cell: Service: [807, 1336, 851, 1361]
- story-body: •ಸುದ್ದಿಮೂಲ ವಾರ್ತೆ, ದೇವನಹಳ್ಳಿ, ಏ.03: ಅಕಾಲಿಕ ಮಳೆಯಿಂದ ದೇವನಹಳ್ಳಿ ಪಟ್ಟಣದ ಬೈಪಾಸ್ ರಸ್ತೆಯಲ್ಲಿರುವ ರೈಲ್ವೇ ಅಂಡರ್ ಪಾಸ್‌ನಲ್ಲಿ ಮಳೆ ನೀರು ಹರಿದು ನಿಂತಿದ್ದರಿಂದ ವಾಹನ ಸವಾರರು ಪರದಾಡುವಂತಾಯಿತು. ದೇವನಹಳ್ಳಿ ಪಟ್ಟಣದಿಂದ ಬೊಮ್ಮವಾರ, ಕೋಡಗುರ್ಕಿ, ಕುಂದಾಣ ಹಾಗೂ ಇನ್ನಿತರ ಅನೇಕ ಗ್ರಾಮಗಳಿಗೆ ತೆರಳಲು ಸಾರ್ವಜನಿಕರು ರೈಲ್ವೇ ಅಂಡರ್ ಪಾಸ್ ಮೂಲಕವೇ ಹಾದುಹೋಗಬೇಕು. ಸುರಿದ ಮಳೆಗೆ ಕೆಳ ಸೇತುವೆಯಲ್ಲಿ ನೀರು ನಿಂತು ವಾಹನ ಸವಾರರು ಪರದಾಡುವಂತಾಯಿತು. ಕೂಡಲೇ ಸಂಬಂಧಪಟ್ಟ ಅಧಿಕಾರಿಗಳು ಸೂಕ್ತ ಕ್ರಮ ಕೈಗೊಳ್ಳಬೇಕು ಎಂದು ಸಾರ್ವಜನಿಕರು ಒತ್ತಾಯಿಸಿದ್ದಾರೆ.: [22, 1069, 238, 1168]
- government-emblem-icon: ⚜: [751, 1039, 769, 1063]
- table-row: [608, 1202, 913, 1227]
